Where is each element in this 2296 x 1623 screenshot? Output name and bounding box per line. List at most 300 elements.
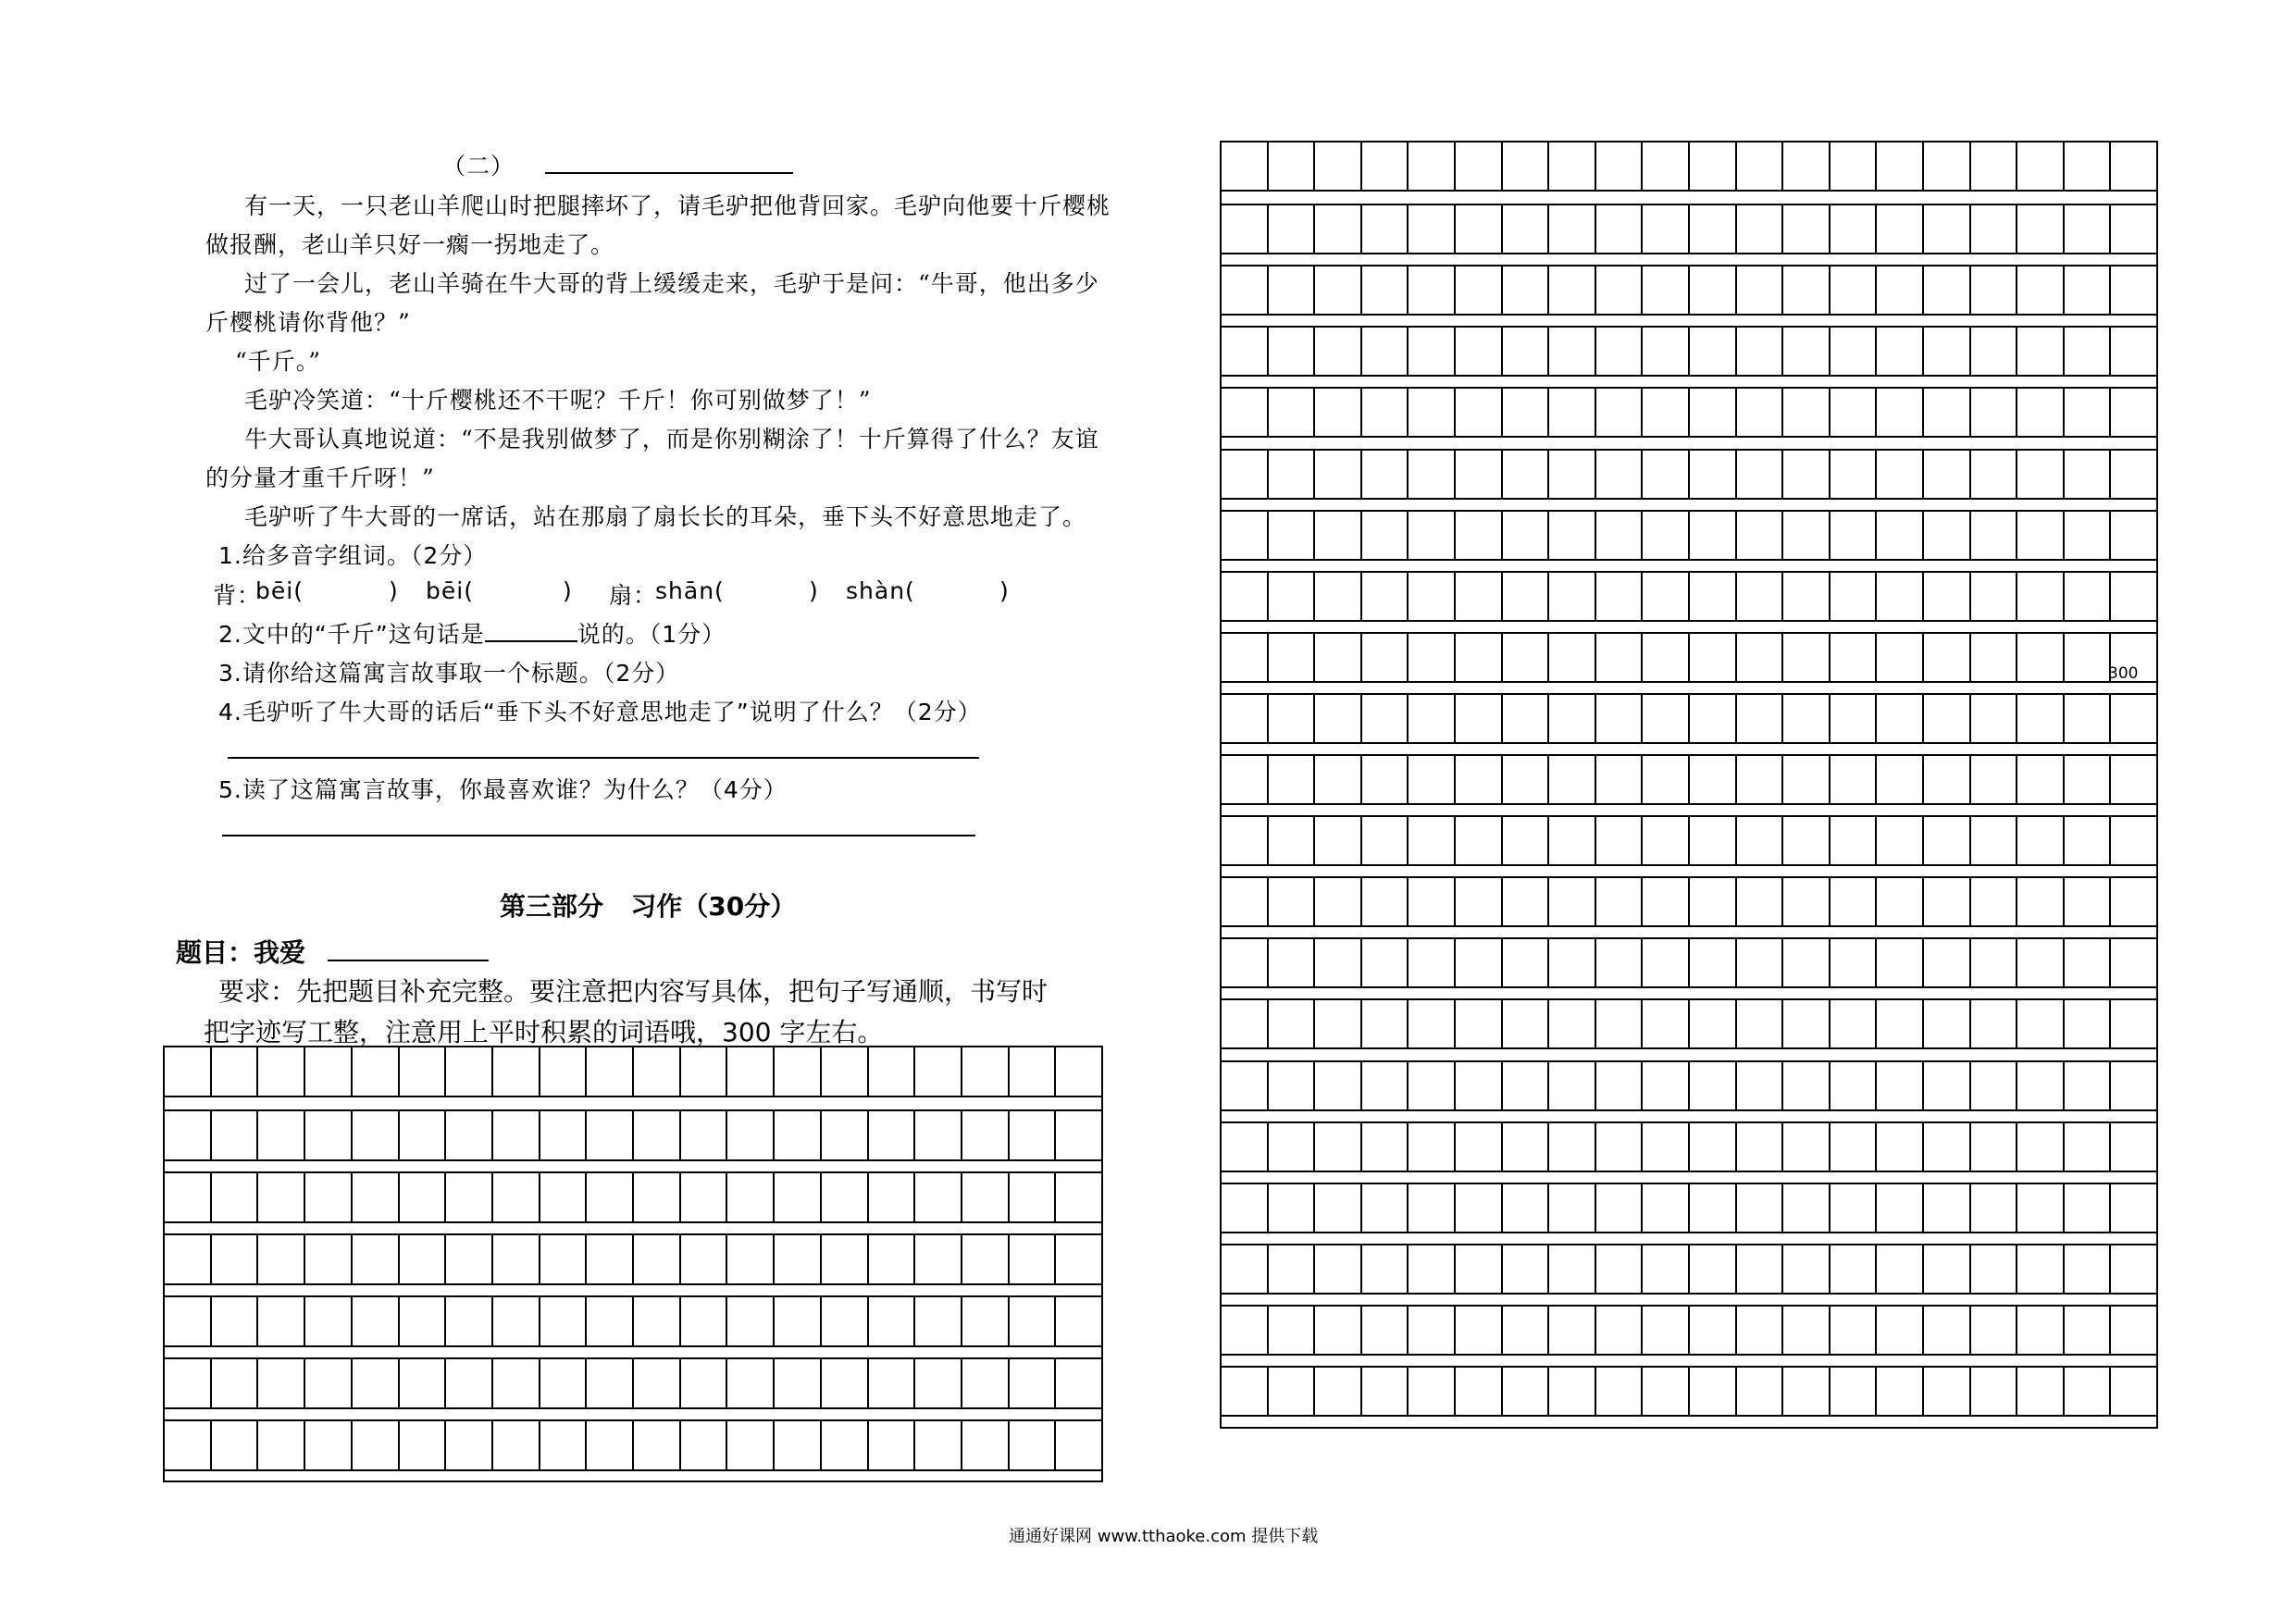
grid-cell[interactable] [1690,1123,1737,1171]
grid-cell[interactable] [1596,142,1644,190]
grid-cell[interactable] [1503,1000,1550,1047]
question-5-answer-line[interactable] [222,835,975,836]
grid-cell[interactable] [1456,142,1503,190]
grid-cell[interactable] [2017,389,2065,436]
grid-cell[interactable] [727,1047,775,1096]
grid-cell[interactable] [2017,142,2065,190]
grid-cell[interactable] [1549,1062,1596,1109]
grid-cell[interactable] [1690,878,1737,925]
grid-cell[interactable] [2065,1245,2112,1293]
grid-cell[interactable] [1549,1245,1596,1293]
grid-cell[interactable] [1690,512,1737,559]
grid-cell[interactable] [2111,878,2156,925]
grid-cell[interactable] [1831,695,1878,742]
grid-cell[interactable] [1737,573,1784,620]
grid-cell[interactable] [634,1047,681,1096]
grid-cell[interactable] [1503,878,1550,925]
grid-cell[interactable] [1643,451,1690,498]
grid-cell[interactable] [1831,817,1878,864]
grid-cell[interactable] [165,1421,212,1469]
grid-cell[interactable] [1315,1307,1362,1354]
grid-cell[interactable] [1269,573,1316,620]
grid-cell[interactable] [353,1359,400,1407]
grid-cell[interactable] [1503,389,1550,436]
grid-cell[interactable] [1269,328,1316,375]
grid-cell[interactable] [1456,1307,1503,1354]
grid-cell[interactable] [212,1421,259,1469]
grid-cell[interactable] [1783,756,1831,803]
grid-cell[interactable] [2017,1368,2065,1415]
grid-cell[interactable] [212,1047,259,1096]
grid-cell[interactable] [1783,939,1831,986]
grid-cell[interactable] [1269,266,1316,314]
grid-cell[interactable] [2065,939,2112,986]
grid-cell[interactable] [1362,205,1409,253]
grid-cell[interactable] [353,1421,400,1469]
grid-cell[interactable] [1831,573,1878,620]
grid-cell[interactable] [400,1297,447,1345]
grid-cell[interactable] [587,1235,634,1283]
grid-cell[interactable] [1269,1000,1316,1047]
grid-cell[interactable] [1315,1000,1362,1047]
grid-cell[interactable] [2017,266,2065,314]
grid-cell[interactable] [1924,205,1971,253]
grid-cell[interactable] [1831,634,1878,681]
grid-cell[interactable] [1643,512,1690,559]
grid-cell[interactable] [1549,512,1596,559]
grid-cell[interactable] [1010,1297,1057,1345]
grid-cell[interactable] [2017,817,2065,864]
grid-cell[interactable] [1971,1368,2018,1415]
grid-cell[interactable] [775,1047,822,1096]
grid-cell[interactable] [1315,878,1362,925]
grid-cell[interactable] [1503,1123,1550,1171]
grid-cell[interactable] [400,1111,447,1159]
grid-cell[interactable] [1222,573,1269,620]
grid-cell[interactable] [2111,695,2156,742]
grid-cell[interactable] [1690,817,1737,864]
grid-cell[interactable] [869,1297,916,1345]
grid-cell[interactable] [681,1235,728,1283]
grid-cell[interactable] [1596,1000,1644,1047]
grid-cell[interactable] [634,1235,681,1283]
grid-cell[interactable] [1409,451,1456,498]
grid-cell[interactable] [1596,695,1644,742]
grid-cell[interactable] [2111,142,2156,190]
grid-cell[interactable] [1269,695,1316,742]
grid-cell[interactable] [1315,939,1362,986]
grid-cell[interactable] [1362,573,1409,620]
grid-cell[interactable] [915,1173,962,1221]
grid-cell[interactable] [681,1421,728,1469]
grid-cell[interactable] [1737,1184,1784,1232]
grid-cell[interactable] [1409,878,1456,925]
grid-cell[interactable] [1971,939,2018,986]
grid-cell[interactable] [1971,756,2018,803]
grid-cell[interactable] [1409,573,1456,620]
grid-cell[interactable] [915,1235,962,1283]
grid-cell[interactable] [2017,878,2065,925]
grid-cell[interactable] [1315,328,1362,375]
grid-cell[interactable] [1596,205,1644,253]
grid-cell[interactable] [400,1359,447,1407]
grid-cell[interactable] [2111,389,2156,436]
grid-cell[interactable] [1269,939,1316,986]
grid-cell[interactable] [1924,328,1971,375]
grid-cell[interactable] [1503,1062,1550,1109]
grid-cell[interactable] [1222,1307,1269,1354]
grid-cell[interactable] [1456,512,1503,559]
grid-cell[interactable] [1456,1245,1503,1293]
grid-cell[interactable] [1971,205,2018,253]
grid-cell[interactable] [1783,1245,1831,1293]
grid-cell[interactable] [1737,1062,1784,1109]
grid-cell[interactable] [1737,1245,1784,1293]
grid-cell[interactable] [1315,695,1362,742]
grid-cell[interactable] [1456,756,1503,803]
grid-cell[interactable] [681,1297,728,1345]
grid-cell[interactable] [775,1359,822,1407]
grid-cell[interactable] [587,1297,634,1345]
grid-cell[interactable] [2065,1062,2112,1109]
grid-cell[interactable] [258,1235,305,1283]
grid-cell[interactable] [1456,389,1503,436]
grid-cell[interactable] [1409,142,1456,190]
grid-cell[interactable] [962,1359,1010,1407]
grid-cell[interactable] [1315,573,1362,620]
grid-cell[interactable] [1269,451,1316,498]
grid-cell[interactable] [962,1421,1010,1469]
grid-cell[interactable] [1549,817,1596,864]
grid-cell[interactable] [1831,1245,1878,1293]
grid-cell[interactable] [2017,1245,2065,1293]
grid-cell[interactable] [1409,634,1456,681]
grid-cell[interactable] [1409,1123,1456,1171]
grid-cell[interactable] [1877,328,1924,375]
question-2-blank[interactable] [485,620,577,642]
grid-cell[interactable] [1783,695,1831,742]
grid-cell[interactable] [1456,817,1503,864]
grid-cell[interactable] [1362,939,1409,986]
grid-cell[interactable] [1222,1062,1269,1109]
grid-cell[interactable] [1596,328,1644,375]
grid-cell[interactable] [1690,695,1737,742]
grid-cell[interactable] [822,1047,869,1096]
grid-cell[interactable] [1596,389,1644,436]
grid-cell[interactable] [1409,389,1456,436]
grid-cell[interactable] [1737,756,1784,803]
grid-cell[interactable] [869,1111,916,1159]
grid-cell[interactable] [869,1173,916,1221]
grid-cell[interactable] [1549,939,1596,986]
grid-cell[interactable] [305,1297,353,1345]
grid-cell[interactable] [1549,451,1596,498]
grid-cell[interactable] [1362,634,1409,681]
grid-cell[interactable] [1456,266,1503,314]
grid-cell[interactable] [869,1421,916,1469]
grid-cell[interactable] [1831,939,1878,986]
grid-cell[interactable] [1315,512,1362,559]
grid-cell[interactable] [1010,1235,1057,1283]
grid-cell[interactable] [258,1173,305,1221]
grid-cell[interactable] [2065,1000,2112,1047]
grid-cell[interactable] [2017,756,2065,803]
grid-cell[interactable] [634,1111,681,1159]
grid-cell[interactable] [1222,1245,1269,1293]
grid-cell[interactable] [1549,1307,1596,1354]
grid-cell[interactable] [305,1359,353,1407]
grid-cell[interactable] [1056,1111,1101,1159]
grid-cell[interactable] [915,1359,962,1407]
grid-cell[interactable] [1596,1184,1644,1232]
grid-cell[interactable] [2065,389,2112,436]
grid-cell[interactable] [1362,328,1409,375]
grid-cell[interactable] [1315,1245,1362,1293]
grid-cell[interactable] [1409,695,1456,742]
grid-cell[interactable] [1456,1123,1503,1171]
grid-cell[interactable] [1643,817,1690,864]
grid-cell[interactable] [1269,878,1316,925]
grid-cell[interactable] [1737,328,1784,375]
grid-cell[interactable] [1831,451,1878,498]
grid-cell[interactable] [1222,512,1269,559]
grid-cell[interactable] [1877,1184,1924,1232]
grid-cell[interactable] [493,1111,540,1159]
grid-cell[interactable] [1877,205,1924,253]
grid-cell[interactable] [1783,205,1831,253]
grid-cell[interactable] [1549,328,1596,375]
grid-cell[interactable] [258,1421,305,1469]
grid-cell[interactable] [2017,328,2065,375]
grid-cell[interactable] [2017,695,2065,742]
grid-cell[interactable] [1690,1245,1737,1293]
grid-cell[interactable] [1010,1111,1057,1159]
grid-cell[interactable] [1877,634,1924,681]
grid-cell[interactable] [1269,1062,1316,1109]
grid-cell[interactable] [446,1111,493,1159]
grid-cell[interactable] [1315,1062,1362,1109]
grid-cell[interactable] [1409,1307,1456,1354]
grid-cell[interactable] [1269,756,1316,803]
grid-cell[interactable] [681,1173,728,1221]
grid-cell[interactable] [962,1235,1010,1283]
grid-cell[interactable] [1737,142,1784,190]
grid-cell[interactable] [1737,512,1784,559]
grid-cell[interactable] [1783,328,1831,375]
grid-cell[interactable] [1409,939,1456,986]
grid-cell[interactable] [1783,1307,1831,1354]
grid-cell[interactable] [1643,1245,1690,1293]
grid-cell[interactable] [2065,1368,2112,1415]
grid-cell[interactable] [1456,205,1503,253]
grid-cell[interactable] [2111,1062,2156,1109]
grid-cell[interactable] [1971,1307,2018,1354]
passage-title-blank[interactable] [545,152,793,174]
grid-cell[interactable] [587,1173,634,1221]
grid-cell[interactable] [1409,1062,1456,1109]
grid-cell[interactable] [1269,1307,1316,1354]
grid-cell[interactable] [1831,1000,1878,1047]
grid-cell[interactable] [1971,817,2018,864]
grid-cell[interactable] [1549,1184,1596,1232]
grid-cell[interactable] [1315,1184,1362,1232]
grid-cell[interactable] [1971,634,2018,681]
grid-cell[interactable] [1362,142,1409,190]
grid-cell[interactable] [2065,205,2112,253]
grid-cell[interactable] [1831,1368,1878,1415]
grid-cell[interactable] [1222,1123,1269,1171]
grid-cell[interactable] [493,1359,540,1407]
grid-cell[interactable] [727,1359,775,1407]
grid-cell[interactable] [1643,1184,1690,1232]
grid-cell[interactable] [305,1235,353,1283]
grid-cell[interactable] [681,1111,728,1159]
grid-cell[interactable] [353,1235,400,1283]
grid-cell[interactable] [1222,1000,1269,1047]
grid-cell[interactable] [1877,1245,1924,1293]
grid-cell[interactable] [1315,1123,1362,1171]
grid-cell[interactable] [1971,142,2018,190]
grid-cell[interactable] [1549,266,1596,314]
grid-cell[interactable] [869,1047,916,1096]
grid-cell[interactable] [1269,1123,1316,1171]
grid-cell[interactable] [1690,451,1737,498]
grid-cell[interactable] [1315,634,1362,681]
grid-cell[interactable] [1056,1047,1101,1096]
grid-cell[interactable] [1222,939,1269,986]
grid-cell[interactable] [1831,1062,1878,1109]
grid-cell[interactable] [1737,634,1784,681]
grid-cell[interactable] [1222,389,1269,436]
grid-cell[interactable] [1409,817,1456,864]
grid-cell[interactable] [915,1297,962,1345]
grid-cell[interactable] [2111,939,2156,986]
grid-cell[interactable] [1409,1368,1456,1415]
grid-cell[interactable] [1877,142,1924,190]
grid-cell[interactable] [2017,939,2065,986]
grid-cell[interactable] [1924,1000,1971,1047]
grid-cell[interactable] [446,1173,493,1221]
grid-cell[interactable] [1503,205,1550,253]
grid-cell[interactable] [1596,756,1644,803]
grid-cell[interactable] [353,1047,400,1096]
grid-cell[interactable] [2111,817,2156,864]
grid-cell[interactable] [493,1297,540,1345]
grid-cell[interactable] [1690,142,1737,190]
grid-cell[interactable] [1643,695,1690,742]
grid-cell[interactable] [400,1421,447,1469]
grid-cell[interactable] [1269,634,1316,681]
grid-cell[interactable] [1643,205,1690,253]
grid-cell[interactable] [1596,817,1644,864]
grid-cell[interactable] [1269,817,1316,864]
grid-cell[interactable] [2065,328,2112,375]
grid-cell[interactable] [1315,205,1362,253]
grid-cell[interactable] [1362,1184,1409,1232]
grid-cell[interactable] [1737,1368,1784,1415]
grid-cell[interactable] [212,1297,259,1345]
grid-cell[interactable] [1503,939,1550,986]
grid-cell[interactable] [165,1047,212,1096]
grid-cell[interactable] [1877,756,1924,803]
grid-cell[interactable] [727,1421,775,1469]
grid-cell[interactable] [1409,266,1456,314]
grid-cell[interactable] [1010,1047,1057,1096]
grid-cell[interactable] [1643,756,1690,803]
grid-cell[interactable] [1362,1123,1409,1171]
grid-cell[interactable] [822,1173,869,1221]
grid-cell[interactable] [1456,695,1503,742]
grid-cell[interactable] [1222,205,1269,253]
grid-cell[interactable] [1831,756,1878,803]
grid-cell[interactable] [2065,266,2112,314]
grid-cell[interactable] [1831,1307,1878,1354]
grid-cell[interactable] [353,1297,400,1345]
grid-cell[interactable] [1315,1368,1362,1415]
grid-cell[interactable] [1924,634,1971,681]
grid-cell[interactable] [2111,1307,2156,1354]
grid-cell[interactable] [1877,266,1924,314]
grid-cell[interactable] [1362,1000,1409,1047]
grid-cell[interactable] [493,1421,540,1469]
grid-cell[interactable] [1456,573,1503,620]
writing-grid-right[interactable] [1220,141,2158,1429]
grid-cell[interactable] [2065,1123,2112,1171]
grid-cell[interactable] [775,1297,822,1345]
grid-cell[interactable] [634,1173,681,1221]
grid-cell[interactable] [962,1173,1010,1221]
grid-cell[interactable] [1924,266,1971,314]
grid-cell[interactable] [353,1111,400,1159]
grid-cell[interactable] [2017,512,2065,559]
grid-cell[interactable] [1924,142,1971,190]
grid-cell[interactable] [1222,634,1269,681]
grid-cell[interactable] [1409,1000,1456,1047]
grid-cell[interactable] [1549,1123,1596,1171]
grid-cell[interactable] [822,1297,869,1345]
grid-cell[interactable] [1877,1000,1924,1047]
grid-cell[interactable] [1362,1062,1409,1109]
grid-cell[interactable] [1596,573,1644,620]
grid-cell[interactable] [353,1173,400,1221]
grid-cell[interactable] [258,1047,305,1096]
grid-cell[interactable] [1315,389,1362,436]
grid-cell[interactable] [1831,142,1878,190]
grid-cell[interactable] [1971,695,2018,742]
grid-cell[interactable] [165,1359,212,1407]
grid-cell[interactable] [1503,328,1550,375]
grid-cell[interactable] [1362,451,1409,498]
grid-cell[interactable] [1690,573,1737,620]
grid-cell[interactable] [1924,451,1971,498]
grid-cell[interactable] [681,1047,728,1096]
grid-cell[interactable] [1409,205,1456,253]
grid-cell[interactable] [1831,266,1878,314]
grid-cell[interactable] [2111,205,2156,253]
grid-cell[interactable] [1056,1173,1101,1221]
grid-cell[interactable] [1737,817,1784,864]
grid-cell[interactable] [1549,205,1596,253]
grid-cell[interactable] [212,1235,259,1283]
grid-cell[interactable] [1924,817,1971,864]
grid-cell[interactable] [1737,1000,1784,1047]
grid-cell[interactable] [1643,634,1690,681]
grid-cell[interactable] [822,1421,869,1469]
grid-cell[interactable] [1690,1307,1737,1354]
grid-cell[interactable] [775,1421,822,1469]
grid-cell[interactable] [1924,1245,1971,1293]
grid-cell[interactable] [1690,266,1737,314]
